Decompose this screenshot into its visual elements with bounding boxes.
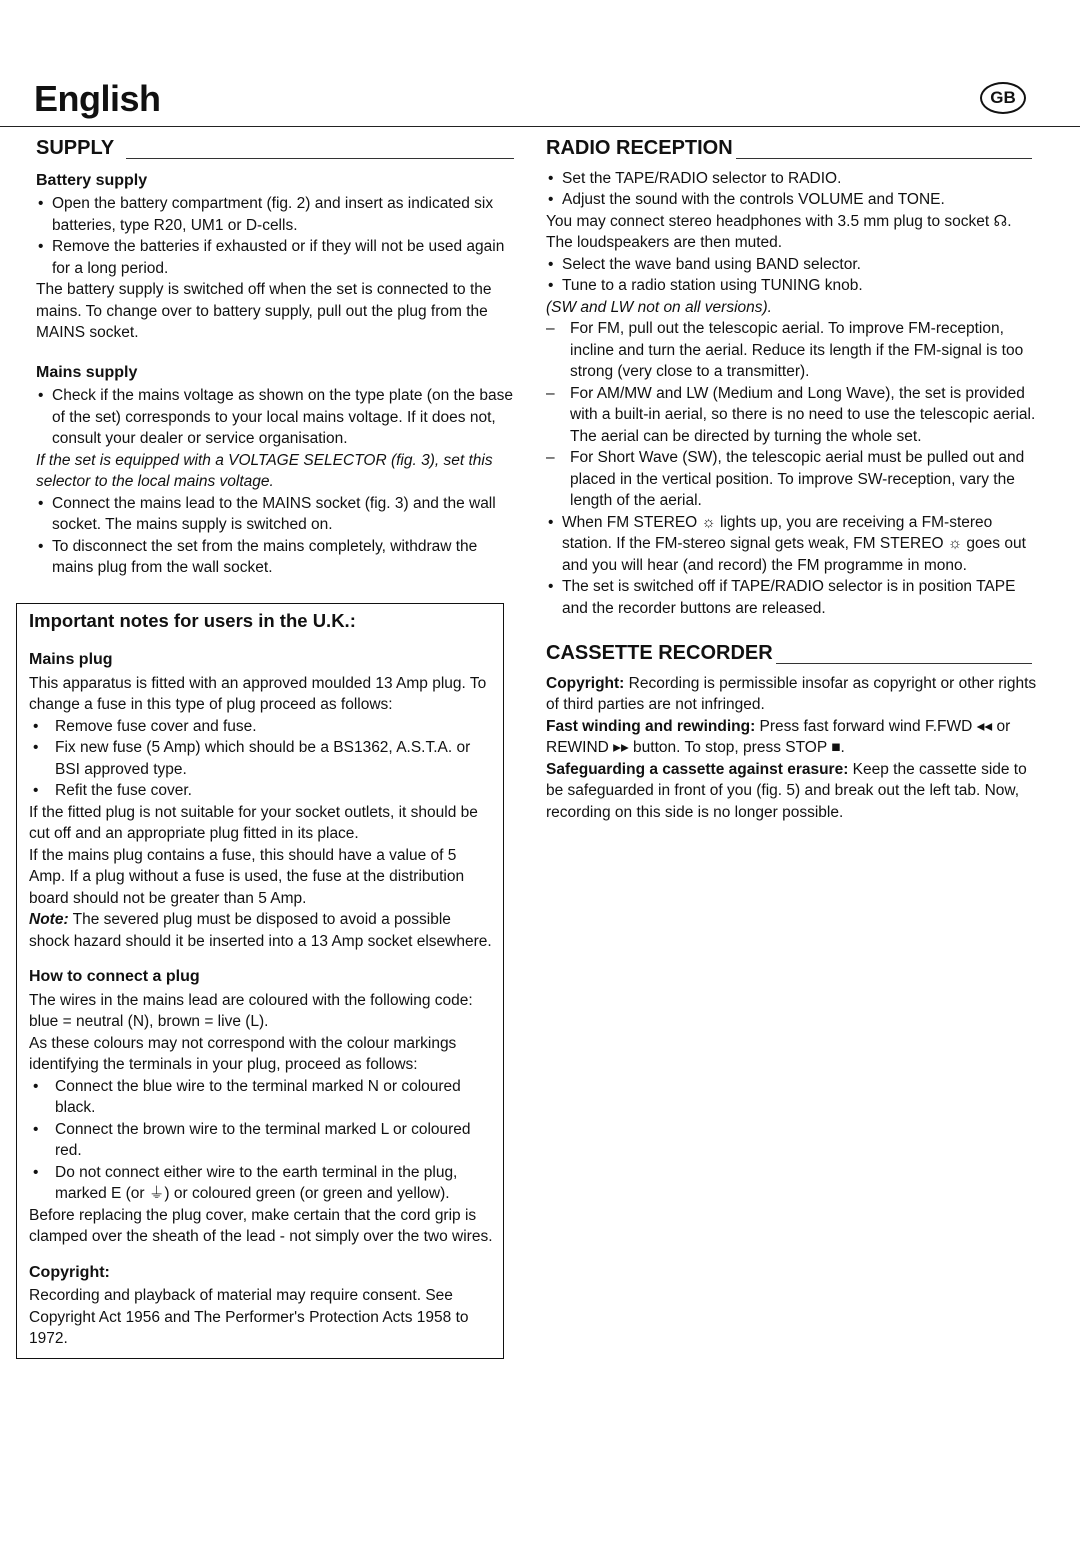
cassette-copyright: Copyright: Recording is permissible insofar as copyright or other rights of third parties are not infringed. (546, 674, 1037, 713)
mains-plug-intro: This apparatus is fitted with an approved moulded 13 Amp plug. To change a fuse in this type of plug proceed as follows: (29, 674, 487, 713)
list-item: • Remove the batteries if exhausted or if they will not be used again for a long period. (38, 238, 505, 277)
list-item: • Check if the mains voltage as shown on the type plate (on the base of the set) corresponds to your local mains voltage. If it does not, consult your dealer or service organisation. (38, 387, 513, 447)
uk-notes-title: Important notes for users in the U.K.: (29, 609, 356, 631)
cassette-recorder-heading: CASSETTE RECORDER (546, 643, 1042, 667)
list-item: • Set the TAPE/RADIO selector to RADIO. (548, 169, 842, 187)
copyright-text: Recording and playback of material may require consent. See Copyright Act 1956 and The Performer's Protection Acts 1958 to 1972. (29, 1287, 469, 1347)
battery-paragraph: The battery supply is switched off when the set is connected to the mains. To change over to battery supply, pull out the plug from the MAINS socket. (36, 281, 492, 341)
list-item: • Connect the brown wire to the terminal marked L or coloured red. (33, 1120, 471, 1159)
radio-reception-heading: RADIO RECEPTION (546, 138, 1042, 162)
list-item: • Connect the mains lead to the MAINS socket (fig. 3) and the wall socket. The mains supply is switched on. (38, 494, 496, 533)
list-item: • Fix new fuse (5 Amp) which should be a BS1362, A.S.T.A. or BSI approved type. (33, 739, 471, 778)
list-item: • Remove fuse cover and fuse. (33, 717, 257, 735)
cassette-safeguard: Safeguarding a cassette against erasure: Keep the cassette side to be safeguarded in front of you (fig. 5) and break out the left tab. Now, recording on this side is no longer possible. (546, 760, 1027, 821)
versions-note: (SW and LW not on all versions). (546, 298, 772, 316)
title-rule (0, 126, 1080, 127)
list-item: • Select the wave band using BAND selector. (548, 255, 861, 273)
list-item: • Adjust the sound with the controls VOLUME and TONE. (548, 191, 945, 208)
mains-plug-paragraph: If the mains plug contains a fuse, this should have a value of 5 Amp. If a plug without a fuse is used, the fuse at the distribution board should not be greater than 5 Amp. (29, 846, 465, 907)
mains-supply-heading: Mains supply (36, 363, 138, 381)
severed-plug-note: Note: The severed plug must be disposed to avoid a possible shock hazard should it be inserted into a 13 Amp socket elsewhere. (29, 911, 492, 950)
list-item: – For AM/MW and LW (Medium and Long Wave), the set is provided with a built-in aerial, so there is no need to use the telescopic aerial. The aerial can be directed by turning the whole set. (546, 384, 1036, 445)
list-item: – For FM, pull out the telescopic aerial. To improve FM-reception, incline and turn the aerial. Reduce its length if the FM-signal is too strong (very close to a transmitter). (546, 320, 1024, 380)
uk-notes-box (16, 603, 504, 1359)
left-column (29, 137, 516, 1359)
cassette-winding: Fast winding and rewinding: Press fast forward wind F.FWD ◂◂ or REWIND ▸▸ button. To stop, press STOP ■. (546, 717, 1011, 756)
mains-plug-heading: Mains plug (29, 651, 113, 668)
list-item: • The set is switched off if TAPE/RADIO selector is in position TAPE and the recorder buttons are released. (548, 578, 1016, 617)
list-item: – For Short Wave (SW), the telescopic aerial must be pulled out and placed in the vertical position. To improve SW-reception, vary the length of the aerial. (546, 449, 1025, 509)
page-title: English (34, 78, 161, 119)
list-item: • To disconnect the set from the mains completely, withdraw the mains plug from the wall socket. (38, 537, 478, 576)
copyright-heading: Copyright: (29, 1263, 110, 1281)
list-item: • Refit the fuse cover. (33, 782, 192, 799)
gb-badge: GB (980, 82, 1026, 114)
connect-paragraph: The wires in the mains lead are coloured with the following code: blue = neutral (N), brown = live (L). (29, 991, 473, 1030)
battery-supply-heading: Battery supply (36, 171, 148, 189)
voltage-selector-note: If the set is equipped with a VOLTAGE SELECTOR (fig. 3), set this selector to the local mains voltage. (36, 451, 493, 490)
list-item: • Tune to a radio station using TUNING knob. (548, 277, 863, 294)
list-item: • Open the battery compartment (fig. 2) and insert as indicated six batteries, type R20, UM1 or D-cells. (38, 195, 494, 234)
connect-plug-heading: How to connect a plug (29, 968, 200, 985)
list-item: • When FM STEREO ☼ lights up, you are receiving a FM-stereo station. If the FM-stereo signal gets weak, FM STEREO ☼ goes out and you will hear (and record) the FM programme in mono. (548, 513, 1026, 574)
headphones-paragraph: You may connect stereo headphones with 3.5 mm plug to socket ☊. The loudspeakers are then muted. (546, 212, 1012, 251)
right-column (546, 138, 1042, 823)
connect-paragraph: As these colours may not correspond with the colour markings identifying the terminals in your plug, proceed as follows: (29, 1034, 457, 1073)
list-item: • Connect the blue wire to the terminal marked N or coloured black. (33, 1077, 461, 1116)
mains-plug-paragraph: If the fitted plug is not suitable for your socket outlets, it should be cut off and an appropriate plug fitted in its place. (29, 803, 478, 842)
supply-heading: SUPPLY (36, 138, 516, 162)
connect-paragraph: Before replacing the plug cover, make certain that the cord grip is clamped over the sheath of the lead - not simply over the two wires. (29, 1206, 493, 1245)
list-item: • Do not connect either wire to the earth terminal in the plug, marked E (or ⏚) or coloured green (or green and yellow). (33, 1163, 458, 1202)
